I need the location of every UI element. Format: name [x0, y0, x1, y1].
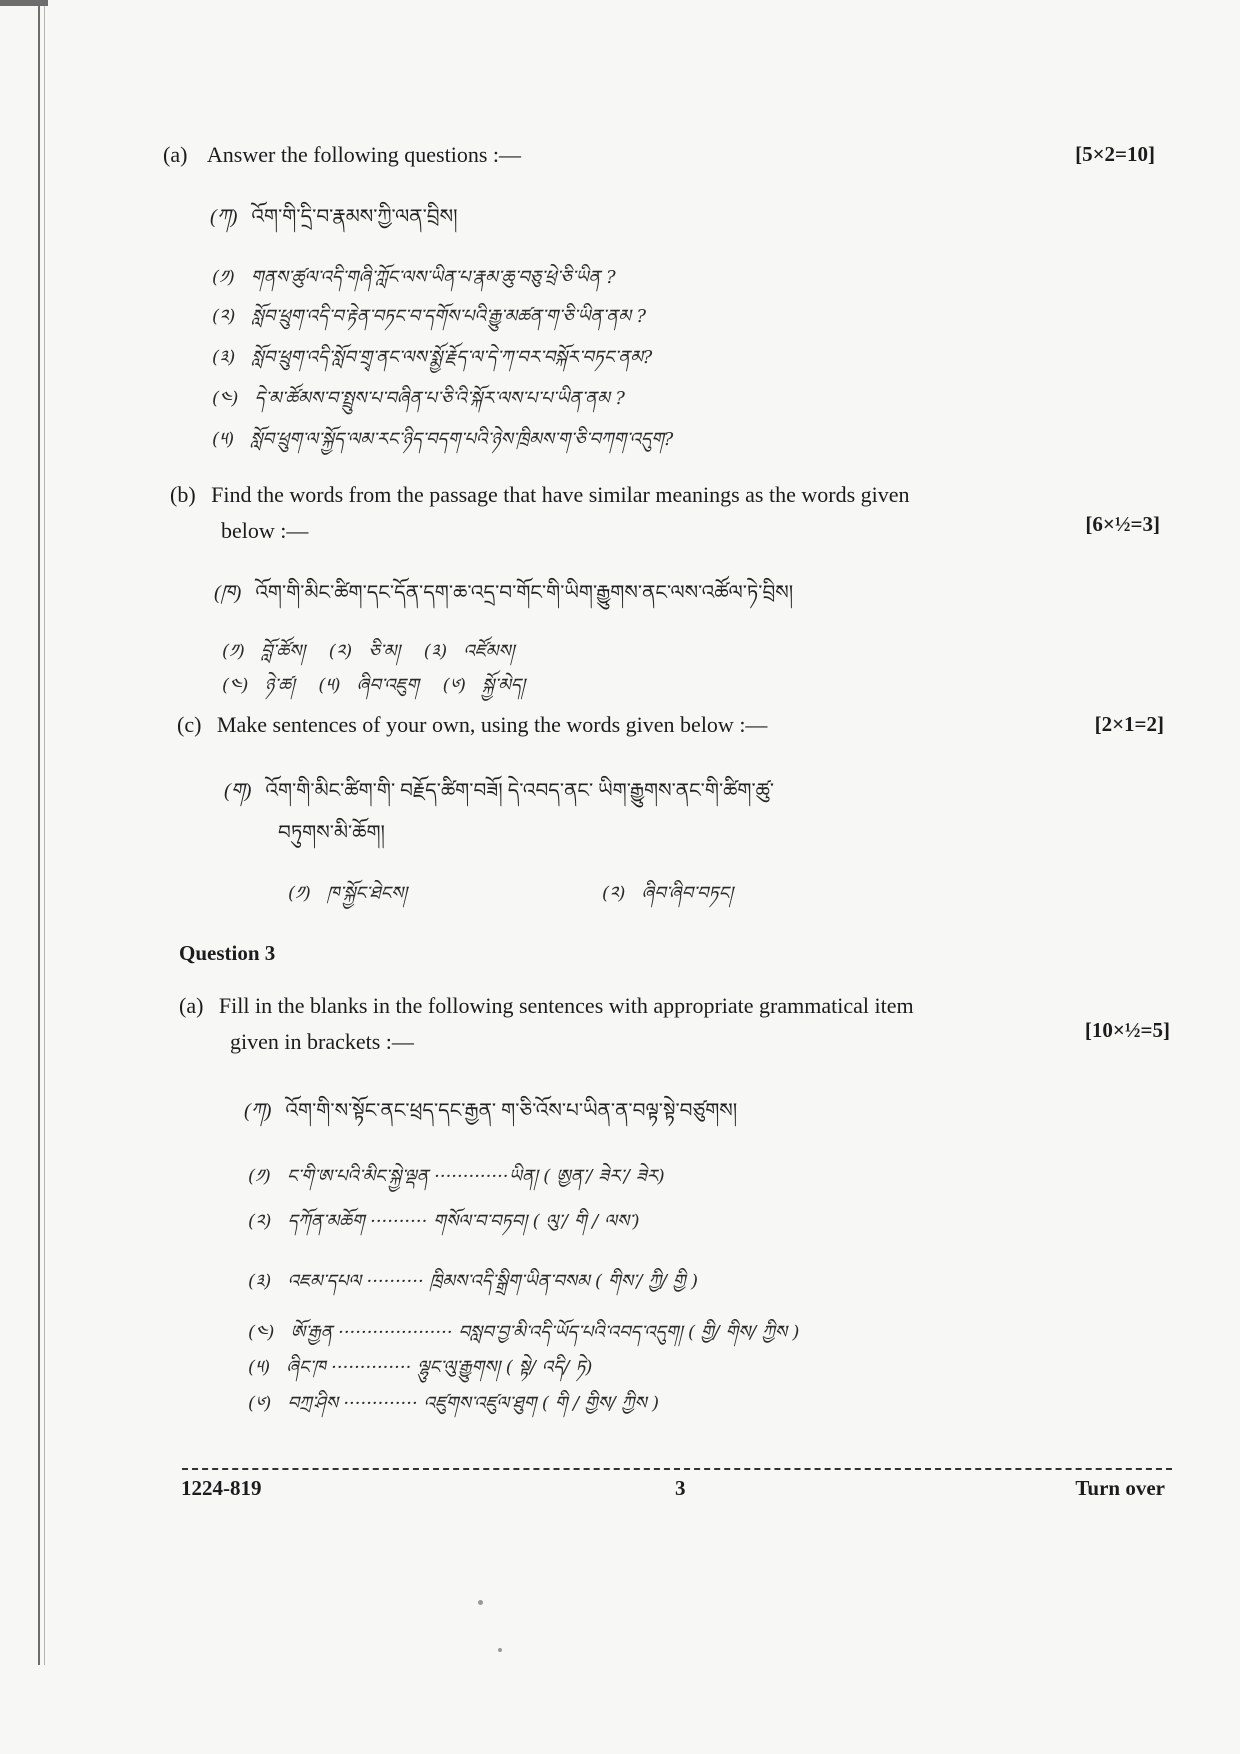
- footer-page-number: 3: [675, 1476, 686, 1500]
- question-3a-item-5: (༥) ཞིང་ཁ ·············· ལྷུང་ལུ་རྒྱུགས། ( སྟེ/ འདི/ ཏེ): [248, 1357, 593, 1378]
- question-3a-text-line2: given in brackets :—: [230, 1029, 414, 1054]
- scan-edge-top: [0, 0, 48, 6]
- section-b-words-row-2: (༤) ཉེ་ཚ། (༥) ཞིབ་འཇུག (༦) སྐྱོ་མེད།: [222, 675, 525, 696]
- section-a-item-1: (༡) གནས་ཚུལ་འདི་གཞི་ཀློང་ལས་ཡིན་པ་རྣམ་ཆུ་བཅུ་ཕྲེ་ཅི་ཡིན ?: [212, 267, 616, 288]
- section-c-instruction: [177, 712, 767, 738]
- section-c-text: Make sentences of your own, using the words given below :—: [216, 712, 768, 737]
- section-a-item-3: (༣) སློབ་ཕྲུག་འདི་སློབ་གྲྭ་ནང་ལས་སྨྱོ་རྗོད་ལ་དེ་ཀ་བར་བསྐོར་བཏང་ནམ?: [212, 347, 653, 368]
- scan-edge-left: [38, 0, 40, 1665]
- section-c-label: (c): [177, 712, 202, 737]
- scan-speck: [478, 1600, 483, 1605]
- section-c-intro-line2: བཏུགས་མི་ཆོག།: [278, 822, 385, 844]
- question-3a-label: (a): [179, 993, 204, 1018]
- question-3a-item-2: (༢) དཀོན་མཆོག ·········· གསོལ་བ་བཏབ། ( ལུ་/ གི / ལས་): [248, 1211, 640, 1232]
- section-a-label: (a): [163, 142, 188, 167]
- section-b-label: (b): [170, 482, 196, 507]
- section-c-intro-line1: (ག) འོག་གི་མིང་ཚིག་གི་ བརྗོད་ཚིག་བཟོ། དེ་འབད་ནང་ ཡིག་རྒྱུགས་ནང་གི་ཚིག་ཚུ་: [224, 780, 775, 802]
- footer-paper-code: 1224-819: [181, 1476, 262, 1500]
- section-b-marks: [6×½=3]: [1085, 512, 1160, 536]
- section-c-word-2: (༢) ཞིབ་ཞིབ་བཏང།: [602, 883, 733, 904]
- section-c-word-1: (༡) ཁ་སྐྱོང་ཐེངས།: [288, 883, 407, 904]
- question-3-heading: Question 3: [179, 941, 276, 965]
- question-3a-item-1: (༡) ང་གི་ཨ་པའི་མིང་སྐྱེ་ལྡན ·············ཡིན། ( ཨྱན་/ ཟེར་/ ཟེར): [248, 1166, 665, 1187]
- section-a-marks: [5×2=10]: [1075, 142, 1155, 166]
- section-b-words-row-1: (༡) བློ་ཚོས། (༢) ཅི་མ། (༣) འཛོམས།: [222, 641, 515, 662]
- section-c-marks: [2×1=2]: [1094, 712, 1164, 736]
- scan-speck: [498, 1648, 502, 1652]
- question-3a-text-line1: Fill in the blanks in the following sentences with appropriate grammatical item: [218, 993, 914, 1018]
- section-b-instruction: [170, 482, 910, 508]
- section-a-item-5: (༥) སློབ་ཕྲུག་ལ་སྐྱོད་ལམ་རང་ཉིད་བདག་པའི་ཉེས་ཁྲིམས་ག་ཅི་བཀག་འདུག?: [212, 429, 674, 450]
- footer-dashed-rule: [182, 1468, 1172, 1470]
- section-b-text-line1: Find the words from the passage that have similar meanings as the words given: [211, 482, 910, 507]
- scan-edge-left-inner: [44, 0, 45, 1665]
- footer-turn-over: Turn over: [1075, 1476, 1165, 1500]
- section-a-text: Answer the following questions :—: [206, 142, 522, 167]
- question-3a-item-3: (༣) འཇམ་དཔལ ·········· ཁྲིམས་འདི་སྒྲིག་ཡིན་བསམ ( གིས་/ ཀྱི/ གྱི ): [248, 1271, 699, 1292]
- section-b-intro: (ཁ) འོག་གི་མིང་ཚིག་དང་དོན་དག་ཆ་འདྲ་བ་གོང་གི་ཡིག་རྒྱུགས་ནང་ལས་འཚོལ་ཏེ་བྲིས།: [214, 582, 794, 604]
- section-a-instruction: [163, 142, 521, 168]
- section-a-item-4: (༤) དེ་མ་ཚོམས་བ་སྤྲུས་པ་བཞིན་པ་ཅི་འི་སྐོར་ལས་པ་པ་ཡིན་ནམ ?: [212, 388, 625, 409]
- question-3a-item-4: (༤) ཨོ་རྒྱན ···················· བསླབ་བྱ་མི་འདི་ཡོད་པའི་འབད་འདུག། ( གྱི/ གིས/ ཀྱིས ): [248, 1322, 800, 1343]
- question-3a-marks: [10×½=5]: [1084, 1018, 1170, 1042]
- section-b-text-line2: below :—: [221, 518, 309, 543]
- section-a-intro: (ཀ) འོག་གི་དྲི་བ་རྣམས་ཀྱི་ལན་བྲིས།: [210, 206, 458, 228]
- question-3a-intro: (ཀ) འོག་གི་ས་སྟོང་ནང་ཕྲད་དང་རྒྱན་ ག་ཅི་འོས་པ་ཡིན་ན་བལྟ་སྟེ་བཙུགས།: [244, 1100, 738, 1122]
- question-3a-item-6: (༦) བཀྲ་ཤིས ············· འཛུགས་འཛུལ་ཐུག ( གི / གྱིས/ ཀྱིས ): [248, 1393, 659, 1414]
- section-a-item-2: (༢) སློབ་ཕྲུག་འདི་བ་རྟེན་བཏང་བ་དགོས་པའི་རྒྱུ་མཚན་ག་ཅི་ཡིན་ནམ ?: [212, 306, 646, 327]
- question-3a-instruction: [179, 993, 914, 1019]
